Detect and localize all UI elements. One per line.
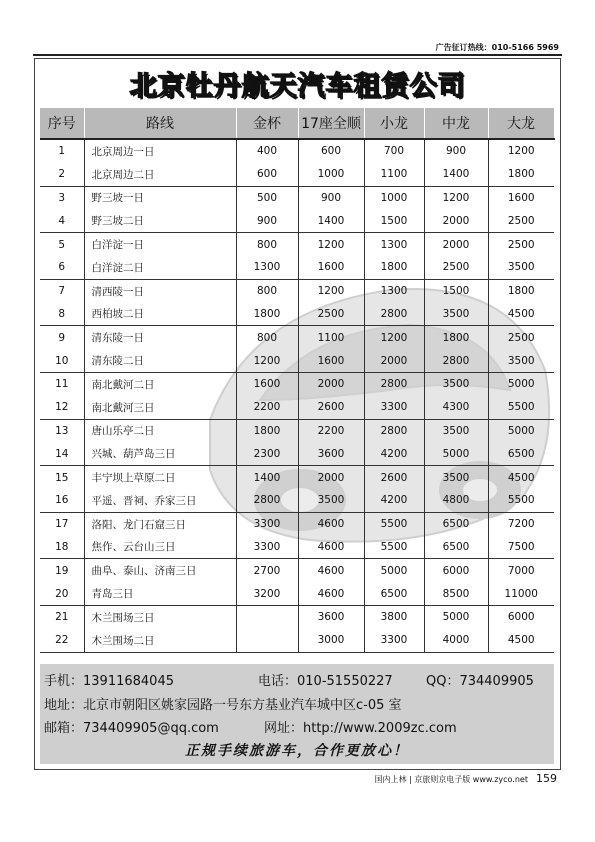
price-cell: 1600 [298,256,364,279]
price-cell: 7200 [507,518,535,531]
email: 邮箱：734409905@qq.com [44,721,219,736]
price-cell: 11000 [488,582,554,605]
price-cell: 3300 [364,629,424,652]
table-row [40,186,554,209]
price-cell: 3500 [424,419,488,442]
price-cell: 2800 [364,419,424,442]
table-row [40,582,554,605]
address: 地址：北京市朝阳区姚家园路一号东方基业汽车城中区c-05 室 [44,698,402,713]
price-cell: 800 [236,233,298,256]
price-cell: 5500 [488,396,554,419]
row-number: 5 [40,233,84,256]
row-number: 3 [40,186,84,209]
route-name: 白洋淀一日 [84,233,236,256]
price-cell: 900 [424,139,488,163]
price-cell: 1200 [364,326,424,349]
price-cell: 1600 [507,191,535,204]
price-cell: 2800 [424,349,488,372]
table-row [40,536,554,559]
price-cell: 2200 [298,419,364,442]
row-number: 16 [40,489,84,512]
price-cell: 1100 [364,163,424,186]
price-cell: 4600 [298,536,364,559]
price-cell: 2500 [507,331,535,344]
row-number: 20 [40,582,84,605]
price-cell: 1500 [364,209,424,232]
mobile-phone: 手机：13911684045 [44,674,174,689]
col-header-dalong: 大龙 [488,108,554,139]
col-header-zhonglong: 中龙 [424,108,488,139]
route-name: 曲阜、泰山、济南三日 [84,559,236,582]
row-number: 2 [40,163,84,186]
price-cell: 5000 [424,442,488,465]
row-number: 11 [40,372,84,395]
table-row [40,559,554,582]
price-cell: 600 [236,163,298,186]
website: 网址：http://www.2009zc.com [264,721,457,736]
price-cell: 2300 [236,442,298,465]
row-number: 22 [40,629,84,652]
price-cell [236,629,298,652]
price-cell: 3300 [236,512,298,535]
qq-number: QQ：734409905 [426,674,534,689]
price-cell: 1200 [236,349,298,372]
price-cell: 4800 [424,489,488,512]
row-number: 10 [40,349,84,372]
row-number: 17 [40,512,84,535]
route-name: 清西陵一日 [84,279,236,302]
page-footer [374,772,557,785]
price-cell: 1400 [298,209,364,232]
route-name: 洛阳、龙门石窟三日 [84,512,236,535]
price-cell: 2000 [364,349,424,372]
price-cell: 3500 [424,372,488,395]
price-cell: 4600 [298,582,364,605]
table-row [40,629,554,652]
price-cell: 1100 [298,326,364,349]
footer-text: 国内上林 | 京旅则京电子版 www.zyco.net [374,775,528,784]
price-cell: 900 [236,209,298,232]
price-table-wrap [40,108,554,653]
price-cell: 3500 [424,466,488,489]
route-name: 西柏坡二日 [84,303,236,326]
price-cell: 4300 [424,396,488,419]
route-name: 焦作、云台山三日 [84,536,236,559]
price-cell: 6500 [424,512,488,535]
price-cell: 5500 [364,512,424,535]
table-row [40,372,554,395]
table-body [40,139,554,652]
price-cell: 5000 [364,559,424,582]
price-cell: 2700 [236,559,298,582]
price-cell: 2500 [298,303,364,326]
col-header-no: 序号 [40,108,84,139]
table-row [40,163,554,186]
col-header-route: 路线 [84,108,236,139]
price-cell: 4000 [424,629,488,652]
table-row [40,233,554,256]
company-title: 北京牡丹航天汽车租赁公司 [129,71,466,102]
route-name: 南北戴河二日 [84,372,236,395]
price-cell: 3800 [364,605,424,628]
table-row [40,512,554,535]
price-cell: 4600 [298,512,364,535]
table-row [40,489,554,512]
route-name: 白洋淀二日 [84,256,236,279]
price-cell: 6500 [424,536,488,559]
table-row [40,256,554,279]
col-header-quanshun: 17座全顺 [298,108,364,139]
row-number: 6 [40,256,84,279]
col-header-jinbei: 金杯 [236,108,298,139]
table-row [40,396,554,419]
price-cell: 2800 [236,489,298,512]
price-cell: 2500 [507,238,535,251]
price-cell: 2000 [424,209,488,232]
row-number: 13 [40,419,84,442]
price-cell: 8500 [424,582,488,605]
price-cell: 3300 [236,536,298,559]
price-cell: 5000 [507,378,535,391]
price-cell: 4500 [507,471,535,484]
table-row [40,349,554,372]
price-cell: 1300 [364,279,424,302]
price-cell: 900 [298,186,364,209]
price-cell: 500 [236,186,298,209]
price-cell: 5500 [488,489,554,512]
route-name: 南北戴河三日 [84,396,236,419]
price-cell: 4200 [364,442,424,465]
price-cell: 3300 [364,396,424,419]
price-cell: 700 [364,139,424,163]
price-cell: 1400 [424,163,488,186]
contact-panel [40,664,554,764]
table-row [40,326,554,349]
row-number: 12 [40,396,84,419]
table-row [40,279,554,302]
row-number: 8 [40,303,84,326]
price-cell: 2000 [298,372,364,395]
price-cell: 6000 [424,559,488,582]
price-cell: 1000 [364,186,424,209]
route-name: 北京周边一日 [84,139,236,163]
row-number: 9 [40,326,84,349]
table-row [40,466,554,489]
price-cell: 4500 [488,303,554,326]
price-cell: 6500 [488,442,554,465]
route-name: 木兰围场二日 [84,629,236,652]
price-cell: 1200 [298,233,364,256]
price-cell: 5500 [364,536,424,559]
row-number: 1 [40,139,84,163]
price-cell: 1300 [236,256,298,279]
price-cell: 1200 [298,279,364,302]
price-cell: 5000 [424,605,488,628]
price-cell: 2600 [298,396,364,419]
row-number: 18 [40,536,84,559]
price-cell: 2000 [298,466,364,489]
price-cell: 3600 [298,605,364,628]
row-number: 4 [40,209,84,232]
route-name: 兴城、葫芦岛三日 [84,442,236,465]
route-name: 青岛三日 [84,582,236,605]
table-row [40,605,554,628]
price-cell: 7500 [488,536,554,559]
price-cell: 5000 [507,424,535,437]
price-cell: 3600 [298,442,364,465]
price-cell: 800 [236,326,298,349]
price-cell: 6500 [364,582,424,605]
price-cell: 1800 [424,326,488,349]
row-number: 19 [40,559,84,582]
row-number: 15 [40,466,84,489]
price-cell: 3500 [298,489,364,512]
price-cell: 2500 [488,209,554,232]
price-cell: 1300 [364,233,424,256]
slogan: 正规手续旅游车，合作更放心！ [185,743,409,759]
price-cell: 600 [298,139,364,163]
row-number: 14 [40,442,84,465]
price-cell: 3500 [488,256,554,279]
telephone: 电话：010-51550227 [258,674,393,689]
table-row [40,419,554,442]
price-cell: 400 [236,139,298,163]
row-number: 21 [40,605,84,628]
route-name: 唐山乐亭二日 [84,419,236,442]
price-cell: 4600 [298,559,364,582]
route-name: 平遥、晋祠、乔家三日 [84,489,236,512]
route-name: 清东陵二日 [84,349,236,372]
price-cell: 1000 [298,163,364,186]
route-name: 野三坡一日 [84,186,236,209]
table-row [40,209,554,232]
ad-hotline: 广告征订热线：010-5166 5969 [435,43,559,52]
price-cell: 1800 [488,163,554,186]
price-cell: 2800 [364,303,424,326]
page-number: 159 [536,772,557,785]
table-row [40,139,554,163]
table-row [40,303,554,326]
price-cell: 1200 [424,186,488,209]
price-cell: 7000 [507,564,535,577]
price-cell: 3500 [488,349,554,372]
price-cell: 1800 [236,419,298,442]
route-name: 木兰围场三日 [84,605,236,628]
price-cell: 2200 [236,396,298,419]
price-cell: 800 [236,279,298,302]
top-rule [33,54,562,56]
col-header-xiaolong: 小龙 [364,108,424,139]
price-cell: 1500 [424,279,488,302]
price-cell: 1600 [298,349,364,372]
route-name: 丰宁坝上草原二日 [84,466,236,489]
table-header-row [40,108,554,139]
price-cell: 3500 [424,303,488,326]
price-cell: 2800 [364,372,424,395]
price-cell: 1400 [236,466,298,489]
price-cell: 2000 [424,233,488,256]
price-cell [236,605,298,628]
price-cell: 4500 [488,629,554,652]
price-table [40,108,555,653]
table-row [40,442,554,465]
row-number: 7 [40,279,84,302]
price-cell: 1800 [507,285,535,298]
price-cell: 1800 [364,256,424,279]
price-cell: 2500 [424,256,488,279]
route-name: 北京周边二日 [84,163,236,186]
price-cell: 1200 [507,145,535,158]
price-cell: 4200 [364,489,424,512]
price-cell: 3200 [236,582,298,605]
price-cell: 1600 [236,372,298,395]
price-cell: 1800 [236,303,298,326]
price-cell: 2600 [364,466,424,489]
route-name: 野三坡二日 [84,209,236,232]
price-cell: 3000 [298,629,364,652]
route-name: 清东陵一日 [84,326,236,349]
price-cell: 6000 [507,611,535,624]
